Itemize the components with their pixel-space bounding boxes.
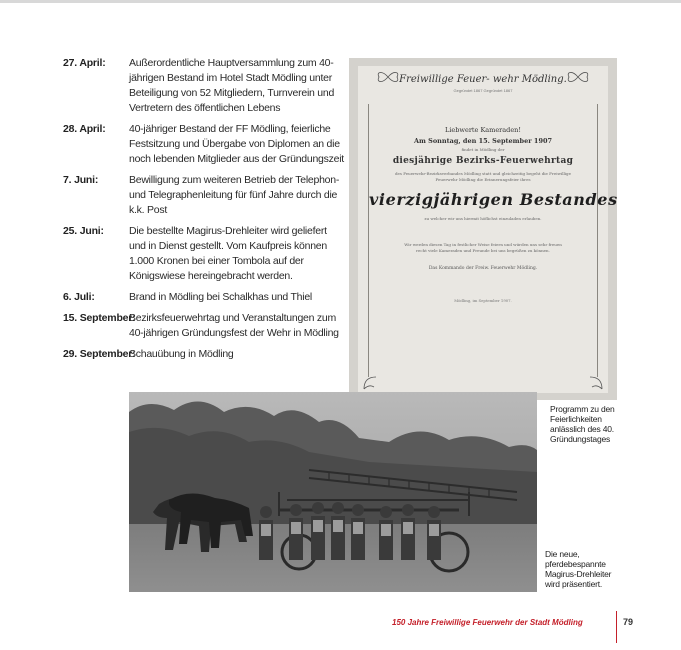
chronology-entry xyxy=(63,347,345,362)
entry-date: 7. Juni: xyxy=(63,174,99,186)
page-number: 79 xyxy=(623,617,634,627)
footer-book-title: 150 Jahre Freiwillige Feuerwehr der Stadt Mödling xyxy=(392,618,583,627)
invitation-anniversary: vierzigjährigen Bestandes xyxy=(369,190,618,209)
entry-date: 28. April: xyxy=(63,123,106,135)
entry-text: Außerordentliche Hauptversammlung zum 40-jährigen Bestand im Hotel Stadt Mödling unter Beteiligung von 52 Mitgliedern, Turnverein und Vertretern des öffentlichen Lebens xyxy=(129,57,335,114)
footer-divider xyxy=(616,611,617,643)
invitation-signature: Das Kommando der Freiw. Feuerwehr Mödling. xyxy=(428,266,538,271)
entry-date: 25. Juni: xyxy=(63,225,104,237)
invitation-header: Freiwillige Feuer- wehr Mödling. xyxy=(399,74,567,85)
ladder-truck-photo xyxy=(129,392,537,592)
entry-date: 27. April: xyxy=(63,57,106,69)
invitation-caption: Programm zu den Feierlichkeiten anlässlich des 40. Gründungstages xyxy=(550,404,615,444)
invitation-wish-line: Wir werden diesen Tag in festlicher Weise feiern und würden uns sehr freuen xyxy=(404,242,562,247)
chronology-entry xyxy=(63,173,345,218)
invitation-description-line: des Feuerwehr-Bezirksverbandes Mödling statt und gleichzeitig begeht die Freiwillige xyxy=(395,171,571,176)
entry-date: 6. Juli: xyxy=(63,291,95,303)
entry-text: Bewilligung zum weiteren Betrieb der Telephon- und Telegraphenleitung für fünf Jahre durch die k.k. Post xyxy=(129,174,340,216)
chronology-entry xyxy=(63,290,345,305)
photo-caption: Die neue, pferdebespannte Magirus-Drehleiter wird präsentiert. xyxy=(545,549,612,589)
invitation-date: Am Sonntag, den 15. September 1907 xyxy=(413,137,553,145)
invitation-place: findet in Mödling der xyxy=(461,147,505,152)
invitation-greeting: Liebwerte Kameraden! xyxy=(445,126,521,134)
entry-text: Die bestellte Magirus-Drehleiter wird geliefert und in Dienst gestellt. Vom Kaufpreis können 1.000 Kronen bei einer Tombola auf der Königswiese hereingebracht werden. xyxy=(129,225,327,282)
chronology-list xyxy=(63,56,345,368)
top-border xyxy=(0,0,681,3)
invitation-wish xyxy=(369,242,597,254)
entry-text: 40-jähriger Bestand der FF Mödling, feierliche Festsitzung und Übergabe von Diplomen an die noch lebenden Mitglieder aus der Gründungszeit xyxy=(129,123,344,165)
invitation-image xyxy=(349,58,617,400)
chronology-entry xyxy=(63,56,345,116)
invitation-event: diesjährige Bezirks-Feuerwehrtag xyxy=(392,156,574,166)
chronology-entry xyxy=(63,224,345,284)
entry-text: Brand in Mödling bei Schalkhas und Thiel xyxy=(129,291,313,303)
invitation-subheader: Gegründet 1867 Gegründet 1867 xyxy=(453,88,513,93)
invitation-description-line: Feuerwehr Mödling die Erinnerungsfeier ihres xyxy=(435,177,531,182)
chronology-entry xyxy=(63,122,345,167)
entry-date: 15. September: xyxy=(63,312,136,324)
entry-text: Bezirksfeuerwehrtag und Veranstaltungen zum 40-jährigen Gründungsfest der Wehr in Mödling xyxy=(129,312,339,339)
photo-scene xyxy=(129,392,537,592)
invitation-wish-line: recht viele Kameraden und Freunde bei uns begrüßen zu können. xyxy=(416,248,550,253)
invitation-frame xyxy=(368,104,618,377)
invitation-invite-line: zu welcher wir uns hiermit höflichst einzuladen erlauben. xyxy=(424,216,542,221)
entry-date: 29. September: xyxy=(63,348,136,360)
chronology-entry xyxy=(63,311,345,341)
corner-flourish-icon xyxy=(586,373,604,391)
invitation-description xyxy=(369,171,597,183)
entry-text: Schauübung in Mödling xyxy=(129,348,234,360)
invitation-footer: Mödling, im September 1907. xyxy=(454,298,512,303)
corner-flourish-icon xyxy=(362,373,380,391)
invitation-paper xyxy=(358,66,618,393)
